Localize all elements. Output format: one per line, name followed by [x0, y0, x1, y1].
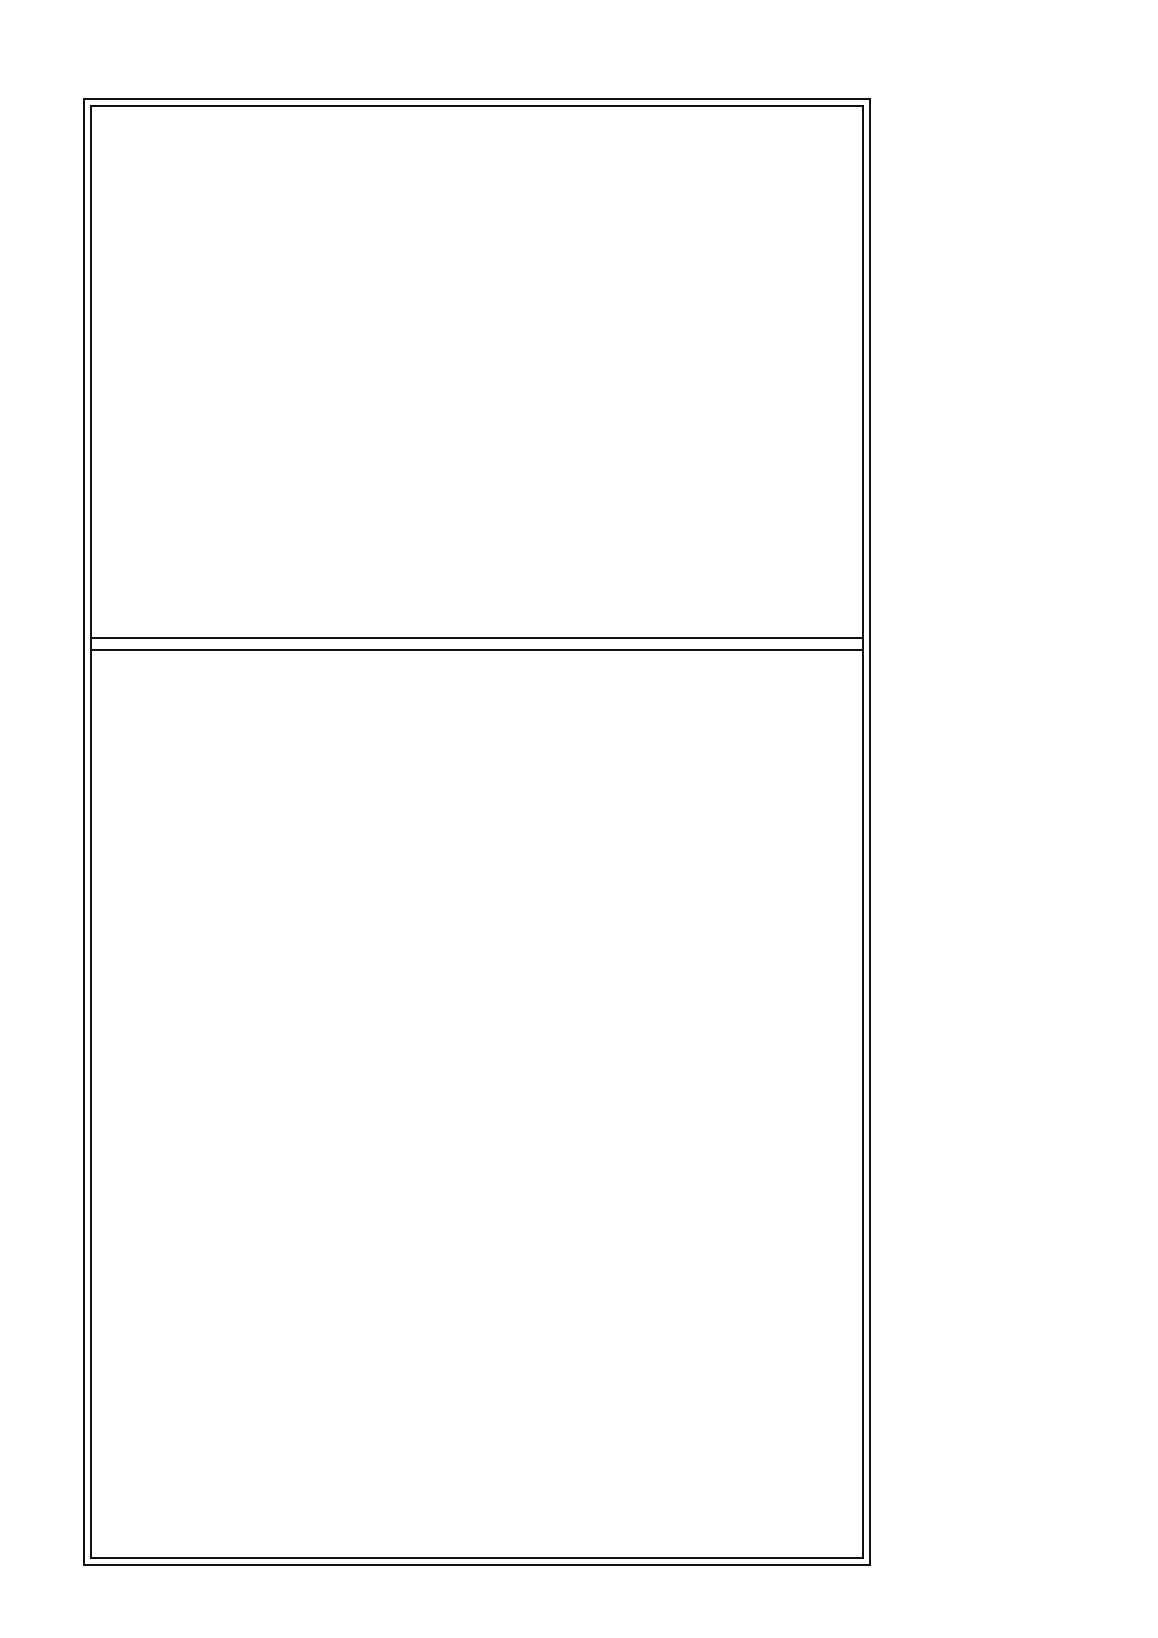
hadith-text: [106, 125, 848, 625]
commentary-text: [106, 662, 848, 1552]
page-frame: [83, 98, 871, 1566]
page-frame-inner: [90, 105, 864, 1559]
section-divider: [92, 637, 862, 651]
